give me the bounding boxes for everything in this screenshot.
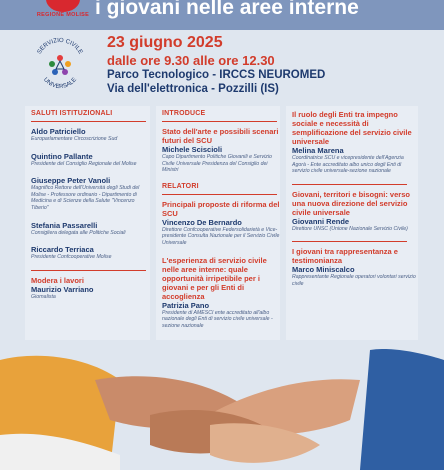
speaker-name: Giovanni Rende [292, 216, 350, 226]
speaker-role: Capo Dipartimento Politiche Giovanili e Servizio Civile Universale Presidenza del Consiglio dei Ministri [162, 154, 272, 174]
hands-together-photo [0, 340, 444, 470]
speaker-role: Europarlamentare Circoscrizione Sud [31, 136, 118, 142]
speaker-name: Michele Sciscioli [162, 145, 223, 154]
svg-text:UNIVERSALE: UNIVERSALE [42, 76, 78, 91]
blue-sleeve [360, 349, 444, 470]
talk-topic: L'esperienza di servizio civile nelle aree interne: quale opportunità irripetibile per i giovani e per gli Enti di accoglienza [162, 255, 267, 301]
divider [31, 121, 146, 122]
event-time: dalle ore 9.30 alle ore 12.30 [107, 53, 275, 68]
divider [162, 121, 277, 122]
speaker-role: Presidente Confcooperative Molise [31, 254, 112, 261]
servizio-civile-logo-icon [30, 34, 90, 92]
speaker-role: Presidente di AMESCI ente accreditato all'albo nazionale degli Enti di servizio civile universale - sezione nazionale [162, 309, 273, 329]
speaker-name: Vincenzo De Bernardo [162, 217, 242, 227]
column-relatori [156, 106, 280, 368]
moderator-role: Giornalista [31, 293, 56, 300]
speaker-role: Direttore Confcooperative Federsolidarietà e Vice-presidente Consulta Nazionale per il Servizio Civile Universale [162, 226, 280, 246]
column-relatori-2 [286, 106, 418, 368]
headline: i giovani nelle aree interne [95, 0, 359, 19]
moderator-name: Maurizio Varriano [31, 284, 94, 294]
speaker-name: Giuseppe Peter Vanoli [31, 176, 111, 186]
speaker-role: Presidente del Consiglio Regionale del Molise [31, 160, 137, 167]
section-heading-saluti: SALUTI ISTITUZIONALI [31, 110, 113, 117]
speaker-name: Melina Marena [292, 146, 344, 155]
speaker-name: Aldo Patriciello [31, 127, 86, 136]
moderator-heading: Modera i lavori [31, 275, 84, 285]
talk-topic: Il ruolo degli Enti tra impegno sociale e necessità di semplificazione del servizio civile universale [292, 110, 412, 146]
event-date: 23 giugno 2025 [107, 34, 223, 51]
speaker-name: Marco Miniscalco [292, 265, 355, 275]
speaker-role: Rappresentante Regionale operatori volontari servizio civile [292, 274, 416, 287]
divider [292, 184, 407, 185]
column-saluti [25, 106, 150, 368]
speaker-name: Stefania Passarelli [31, 220, 98, 230]
speaker-role: Direttore UNSC (Unione Nazionale Servizio Civile) [292, 225, 408, 232]
divider [162, 194, 277, 195]
divider [31, 270, 146, 271]
speaker-role: Consigliera delegata alle Politiche Sociali [31, 229, 126, 236]
svg-text:SERVIZIO CIVILE: SERVIZIO CIVILE [36, 37, 84, 56]
event-address: Via dell'elettronica - Pozzilli (IS) [107, 83, 279, 95]
speaker-name: Quintino Pallante [31, 151, 93, 161]
logo-caption: REGIONE MOLISE [36, 12, 90, 18]
speaker-role: Coordinatrice SCU e vicepresidente dell'Agenzia Agorà - Ente accreditato albo unico degli Enti di servizio civile universale-sezione nazionale [292, 155, 404, 175]
section-heading-relatori: RELATORI [162, 182, 199, 190]
talk-topic: Stato dell'arte e possibili scenari futuri del SCU [162, 127, 279, 145]
speaker-role: Magnifico Rettore dell'Università degli Studi del Molise - Professore ordinario - Dipartimento di Medicina e di Scienze della Salute "Vincenzo Tiberio" [31, 185, 140, 211]
speaker-name: Patrizia Pano [162, 300, 210, 310]
event-place: Parco Tecnologico - IRCCS NEUROMED [107, 69, 326, 81]
speaker-name: Riccardo Terriaca [31, 245, 94, 255]
divider [292, 241, 407, 242]
talk-topic: Principali proposte di riforma del SCU [162, 199, 280, 218]
talk-topic: Giovani, territori e bisogni: verso una nuova direzione del servizio civile universale [292, 189, 410, 217]
talk-topic: I giovani tra rappresentanza e testimonianza [292, 247, 398, 266]
section-heading-introduce: INTRODUCE [162, 110, 206, 117]
